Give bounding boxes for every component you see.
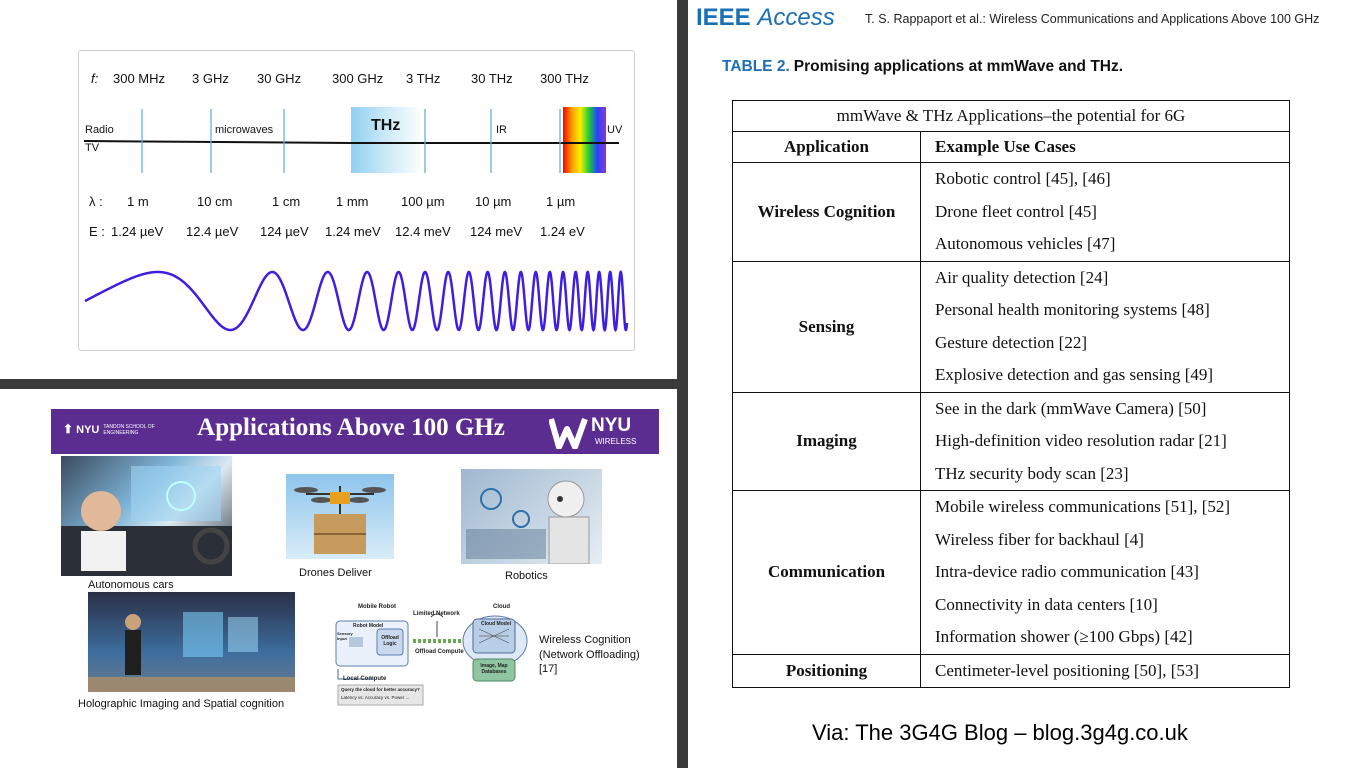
diagram-local-compute: Local Compute <box>343 676 387 682</box>
wavelength-label: 10 µm <box>475 194 512 209</box>
energy-label: 124 µeV <box>260 224 309 239</box>
use-case: Autonomous vehicles [47] <box>935 234 1116 253</box>
diagram-limited-network: Limited Network <box>413 611 460 617</box>
diagram-robot-model: Robot Model <box>353 623 384 629</box>
use-case: Information shower (≥100 Gbps) [42] <box>935 627 1193 646</box>
table-row <box>733 491 1290 655</box>
table-row <box>733 163 1290 262</box>
diagram-offload-compute: Offload Compute <box>415 649 464 655</box>
energy-label: 12.4 meV <box>395 224 451 239</box>
caption-wireless-cognition: Wireless Cognition <box>539 634 631 646</box>
table-row <box>733 392 1290 491</box>
column-header-use-cases: Example Use Cases <box>921 132 1290 163</box>
wavelength-label: 1 cm <box>272 194 301 209</box>
slide-title: Applications Above 100 GHz <box>197 414 505 441</box>
freq-prefix: f: <box>91 71 99 86</box>
diagram-offload-logic: Offload Logic <box>381 635 399 647</box>
table-row <box>733 654 1290 688</box>
offloading-diagram <box>333 599 533 709</box>
table-heading: mmWave & THz Applications–the potential for 6G <box>733 101 1290 132</box>
use-case: See in the dark (mmWave Camera) [50] <box>935 398 1207 418</box>
use-case: Intra-device radio communication [43] <box>935 562 1199 581</box>
wavelength-label: 1 m <box>127 194 149 209</box>
energy-label: 1.24 µeV <box>111 224 164 239</box>
applications-table <box>732 100 1290 688</box>
freq-label: 30 GHz <box>257 71 302 86</box>
band-microwaves: microwaves <box>215 124 274 136</box>
freq-label: 300 GHz <box>332 71 384 86</box>
application-cell: Positioning <box>733 654 921 688</box>
caption-network-offloading: (Network Offloading) <box>539 649 640 661</box>
application-cell: Sensing <box>733 261 921 392</box>
use-cases-cell <box>921 392 1290 491</box>
drone-image <box>286 474 394 559</box>
use-case: Wireless fiber for backhaul [4] <box>935 529 1144 549</box>
application-cell: Wireless Cognition <box>733 163 921 262</box>
wave-graphic <box>79 263 634 343</box>
use-cases-cell <box>921 261 1290 392</box>
caption-robotics: Robotics <box>505 570 548 582</box>
use-case: Connectivity in data centers [10] <box>935 594 1158 614</box>
energy-label: 1.24 meV <box>325 224 381 239</box>
use-case: THz security body scan [23] <box>935 463 1129 483</box>
ieee-access-logo: IEEE Access <box>696 4 835 31</box>
caption-autonomous-cars: Autonomous cars <box>88 579 174 591</box>
band-thz: THz <box>371 117 401 134</box>
holographic-image <box>88 592 295 692</box>
use-case: Personal health monitoring systems [48] <box>935 300 1210 319</box>
use-cases-cell <box>921 163 1290 262</box>
caption-holographic: Holographic Imaging and Spatial cognition <box>78 698 285 710</box>
freq-label: 300 MHz <box>113 71 166 86</box>
autonomous-car-image <box>61 456 232 576</box>
robotics-image <box>461 469 602 564</box>
use-case: Robotic control [45], [46] <box>935 169 1111 188</box>
column-header-application: Application <box>733 132 921 163</box>
use-case: Explosive detection and gas sensing [49] <box>935 365 1214 384</box>
freq-label: 30 THz <box>471 71 513 86</box>
applications-slide <box>0 389 677 768</box>
application-cell: Communication <box>733 491 921 655</box>
band-tv: TV <box>85 142 100 154</box>
band-uv: UV <box>607 124 623 136</box>
title-banner <box>51 409 659 454</box>
freq-label: 300 THz <box>540 71 589 86</box>
energy-label: 12.4 µeV <box>186 224 239 239</box>
use-cases-cell <box>921 491 1290 655</box>
diagram-cloud: Cloud <box>493 604 510 610</box>
header-citation: T. S. Rappaport et al.: Wireless Communications and Applications Above 100 GHz <box>865 12 1320 26</box>
spectrum-diagram <box>78 50 635 351</box>
caption-reference: [17] <box>539 663 558 675</box>
application-cell: Imaging <box>733 392 921 491</box>
use-case: Centimeter-level positioning [50], [53] <box>935 660 1200 680</box>
caption-drones: Drones Deliver <box>299 567 372 579</box>
diagram-query: Query the cloud for better accuracy? <box>341 687 420 692</box>
wavelength-prefix: λ : <box>89 194 103 209</box>
spectrum-panel <box>0 0 677 379</box>
blog-credit: Via: The 3G4G Blog – blog.3g4g.co.uk <box>812 720 1188 745</box>
freq-label: 3 THz <box>406 71 441 86</box>
diagram-cloud-model: Cloud Model <box>481 621 511 627</box>
table-title: Promising applications at mmWave and THz. <box>793 58 1124 75</box>
diagram-sensory-input: Sensory Input <box>337 631 353 641</box>
energy-prefix: E : <box>89 224 105 239</box>
diagram-tradeoff: Latency vs. Accuracy vs. Power ... <box>341 695 410 700</box>
freq-label: 3 GHz <box>192 71 229 86</box>
wavelength-label: 1 mm <box>336 194 369 209</box>
use-case: High-definition video resolution radar [21] <box>935 431 1227 450</box>
wavelength-label: 1 µm <box>546 194 576 209</box>
energy-label: 1.24 eV <box>540 224 585 239</box>
use-case: Drone fleet control [45] <box>935 201 1097 221</box>
band-radio: Radio <box>85 124 114 136</box>
use-case: Gesture detection [22] <box>935 332 1087 352</box>
diagram-databases: Image, Map Databases <box>480 663 508 675</box>
table-caption <box>722 58 1123 76</box>
wavelength-label: 100 µm <box>401 194 445 209</box>
use-case: Air quality detection [24] <box>935 267 1109 287</box>
nyu-wireless-logo: NYU WIRELESS <box>549 415 641 451</box>
use-case: Mobile wireless communications [51], [52] <box>935 497 1231 516</box>
visible-light-band <box>563 107 606 173</box>
wavelength-label: 10 cm <box>197 194 233 209</box>
table-row <box>733 261 1290 392</box>
paper-table-panel <box>688 0 1366 768</box>
energy-label: 124 meV <box>470 224 523 239</box>
use-cases-cell <box>921 654 1290 688</box>
nyu-tandon-logo: ⬆ NYU TANDON SCHOOL OF ENGINEERING <box>63 422 155 437</box>
table-label: TABLE 2. <box>722 58 790 75</box>
diagram-mobile-robot: Mobile Robot <box>358 604 396 610</box>
band-ir: IR <box>496 124 507 136</box>
